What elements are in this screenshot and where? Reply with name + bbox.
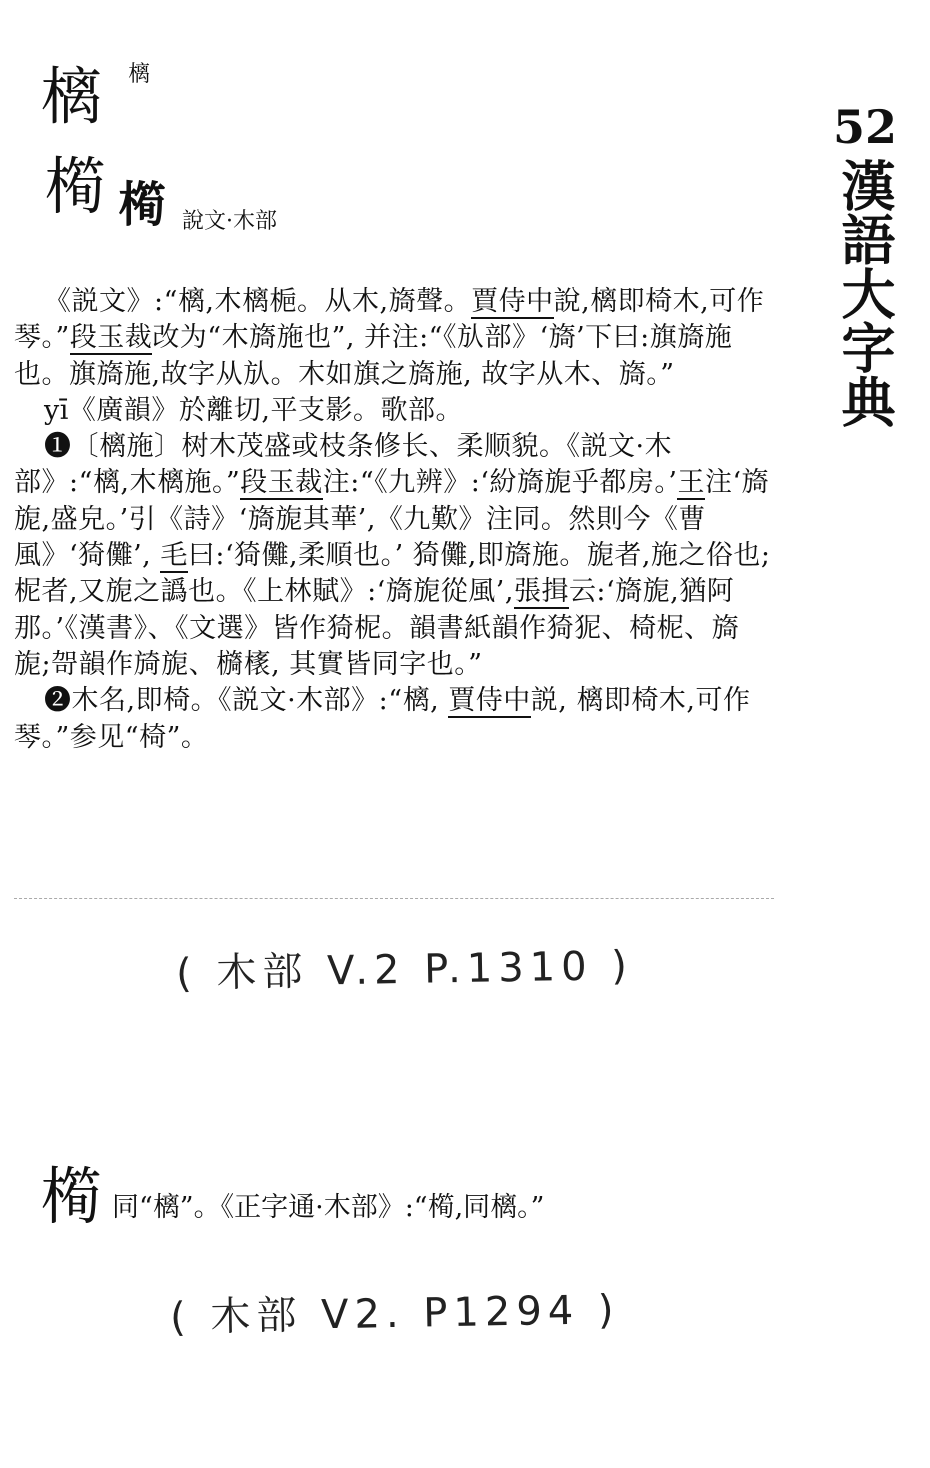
headword-source: 說文·木部 bbox=[182, 209, 277, 234]
proper-name-underlined: 段玉裁 bbox=[69, 322, 153, 354]
entry-body bbox=[14, 284, 774, 756]
entry-paragraph bbox=[14, 429, 774, 683]
entry-text-segment: 云:‘旖旎,猶阿那。’《漢書》、《文選》皆作猗柅。韻書紙韻作猗狔、椅柅、旖旎;哿韻作旑旎、檹橠, 其實皆同字也。” bbox=[14, 576, 740, 680]
entry-text-segment: 曰:‘猗儺,柔順也。’ 猗儺,即旖施。旎者,施之俗也;柅者,又旎之譌也。《上林賦》:‘旖旎從風’, bbox=[14, 540, 771, 608]
banner-page-number: 52 bbox=[832, 100, 897, 154]
proper-name-underlined: 段玉裁 bbox=[240, 467, 323, 499]
entry-text-segment: 改为“木旖施也”, 并注:“《㫃部》‘旖’下曰:旗旖施也。旗旖施,故字从㫃。木如旗之旖施, 故字从木、旖。” bbox=[14, 322, 733, 390]
entry-text-segment: yī《廣韻》於離切,平支影。歌部。 bbox=[44, 394, 463, 426]
entry-text-segment: 注:“《九辨》:‘紛旖旎乎都房。’ bbox=[322, 467, 678, 499]
section-divider bbox=[14, 898, 774, 899]
entry-text-segment: 說,樆即椅木,可作琴。” bbox=[14, 286, 765, 354]
handwritten-reference-note: ( 木部 V.2 P.1310 ) bbox=[175, 943, 634, 997]
entry-text-segment: ❷木名,即椅。《説文·木部》:“樆, bbox=[44, 685, 449, 717]
entry-tertiary-text: 同“樆”。《正字通·木部》:“橁,同樆。” bbox=[112, 1192, 545, 1223]
proper-name-underlined: 賈侍中 bbox=[471, 286, 554, 317]
entry-paragraph bbox=[14, 284, 774, 393]
handwritten-reference-note: ( 木部 V2. P1294 ) bbox=[169, 1287, 620, 1341]
proper-name-underlined: 賈侍中 bbox=[448, 685, 531, 717]
headword-tertiary: 橁 bbox=[40, 1160, 103, 1233]
headword-primary: 樆 bbox=[40, 60, 103, 133]
banner-title: 漢語大字典 bbox=[833, 158, 897, 428]
entry-text-segment: 説, 樆即椅木,可作琴。”参见“椅”。 bbox=[14, 685, 751, 753]
headword-secondary: 橁 bbox=[44, 150, 107, 223]
entry-paragraph bbox=[14, 393, 774, 429]
proper-name-underlined: 毛 bbox=[160, 540, 188, 572]
headword-variant-small: 樆 bbox=[128, 62, 151, 87]
entry-text-segment: 注‘旖旎,盛皃。’引《詩》‘旖旎其華’,《九歎》注同。然則今《曹風》‘猗儺’, bbox=[14, 467, 770, 572]
entry-paragraph bbox=[14, 683, 774, 756]
proper-name-underlined: 張揖 bbox=[513, 576, 569, 608]
proper-name-underlined: 王 bbox=[677, 467, 705, 499]
entry-text-segment: ❶〔樆施〕树木茂盛或枝条修长、柔顺貌。《説文·木部》:“樆,木樆施。” bbox=[14, 431, 673, 499]
dictionary-banner bbox=[830, 100, 900, 432]
entry-text-segment: 《説文》:“樆,木樆梔。从木,旖聲。 bbox=[44, 286, 472, 317]
seal-script-glyph: 橁 bbox=[118, 177, 163, 233]
